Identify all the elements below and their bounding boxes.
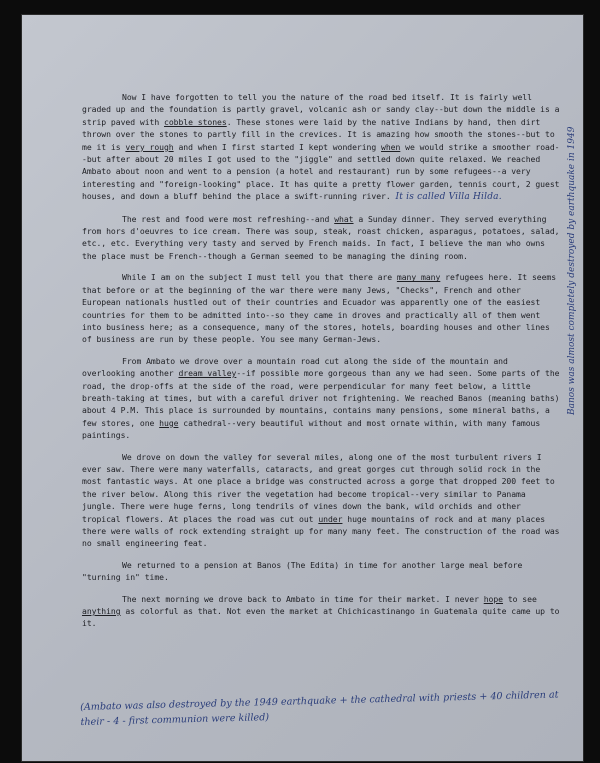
text-run: a Sunday dinner. They served everything from hors d'oeuvres to ice cream. There was soup, steak, roast chicken, asparagus, potatoes, salad, etc., etc. Everything very tasty and served by French maids. In fact, I believe the man who owns the place must be French--though a German seemed to be managing the dining room. [82,213,560,261]
underlined-text: anything [82,606,121,617]
text-run: cathedral--very beautiful without and most ornate within, with many famous paintings. [82,417,541,441]
underlined-text: hope [483,593,504,604]
text-run: . These stones were laid by the native Indians by hand, then dirt thrown over the stones to partly fill in the crevices. It is amazing how smooth the stones--but to me it is [82,116,555,152]
underlined-text: what [334,213,354,224]
handwritten-insert: It is called Villa Hilda. [395,192,502,203]
underlined-text: huge [159,417,179,428]
paragraph [82,271,564,345]
paragraph [82,355,564,442]
underlined-text: cobble stones [164,116,227,127]
text-run: to see [503,593,537,604]
text-run: --if possible more gorgeous than any we had seen. Some parts of the road, the drop-offs at the side of the road, were perpendicular for many feet below, a little breath-taking at times, but with a careful driver not frightening. We reached Banos (meaning baths) about 4 P.M. This place is surrounded by mountains, contains many pensions, some mineral baths, a few stores, one [82,368,560,428]
text-run: huge mountains of rock and at many places there were walls of rock extending straight up for many many feet. The construction of the road was no small engineering feat. [82,513,560,549]
underlined-text: under [318,513,343,524]
text-run: While I am on the subject I must tell you that there are [122,272,397,283]
letter-page [22,15,583,761]
text-run: Now I have forgotten to tell you the nature of the road bed itself. It is fairly well graded up and the foundation is partly gravel, volcanic ash or sandy clay--but down the middle is a strip paved with [82,92,560,127]
letter-body [82,91,564,639]
paragraph [82,559,564,584]
text-run: as colorful as that. Not even the market at Chichicastinango in Guatemala quite came up to it. [82,606,560,629]
text-run: The next morning we drove back to Ambato in time for their market. I never [122,593,484,604]
text-run: and when I first started I kept wondering [173,141,382,152]
paragraph [82,91,564,204]
underlined-text: many many [396,272,441,283]
paragraph [82,213,564,263]
handwritten-margin-note: Banos was almost completely destroyed by earthquake in 1949 [567,126,577,415]
handwritten-footnote: (Ambato was also destroyed by the 1949 earthquake + the cathedral with priests + 40 children at their - 4 - first communion were killed) [80,689,559,728]
text-run: refugees here. It seems that before or at the beginning of the war there were many Jews, "Checks", French and other European nationals hustled out of their countries and Ecuador was apparently one of the easiest countries for them to be admitted into--so they came in droves and practically all of them went into business here; as a consequence, many of the stores, hotels, boarding houses and other lines of business are run by these people. You see many German-Jews. [82,272,557,345]
paragraph [82,451,564,550]
underlined-text: when [381,141,401,152]
text-run: From Ambato we drove over a mountain road cut along the side of the mountain and overlooking another [82,355,508,379]
text-run: We drove on down the valley for several miles, along one of the most turbulent rivers I ever saw. There were many waterfalls, cataracts, and great gorges cut through solid rock in the most fantastic ways. At one place a bridge was constructed across a gorge that dropped 200 feet to the river below. Along this river the vegetation had become tropical--very similar to Panama jungle. There were huge ferns, long tendrils of vines down the bank, wild orchids and other tropical flowers. At places the road was cut out [82,451,555,524]
underlined-text: dream valley [178,368,237,379]
text-run: The rest and food were most refreshing--and [122,213,335,224]
text-run: we would strike a smoother road--but after about 20 miles I got used to the "jiggle" and settled down quite relaxed. We reached Ambato about noon and went to a pension (a hotel and restaurant) run by some refugees--a very interesting and "foreign-looking" place. It has quite a pretty flower garden, tennis court, 2 guest houses, and down a bluff behind the place a swift-running river. [82,141,560,202]
text-run: We returned to a pension at Banos (The Edita) in time for another large meal before "turning in" time. [82,559,523,583]
paragraph [82,593,564,630]
underlined-text: very rough [125,141,174,152]
